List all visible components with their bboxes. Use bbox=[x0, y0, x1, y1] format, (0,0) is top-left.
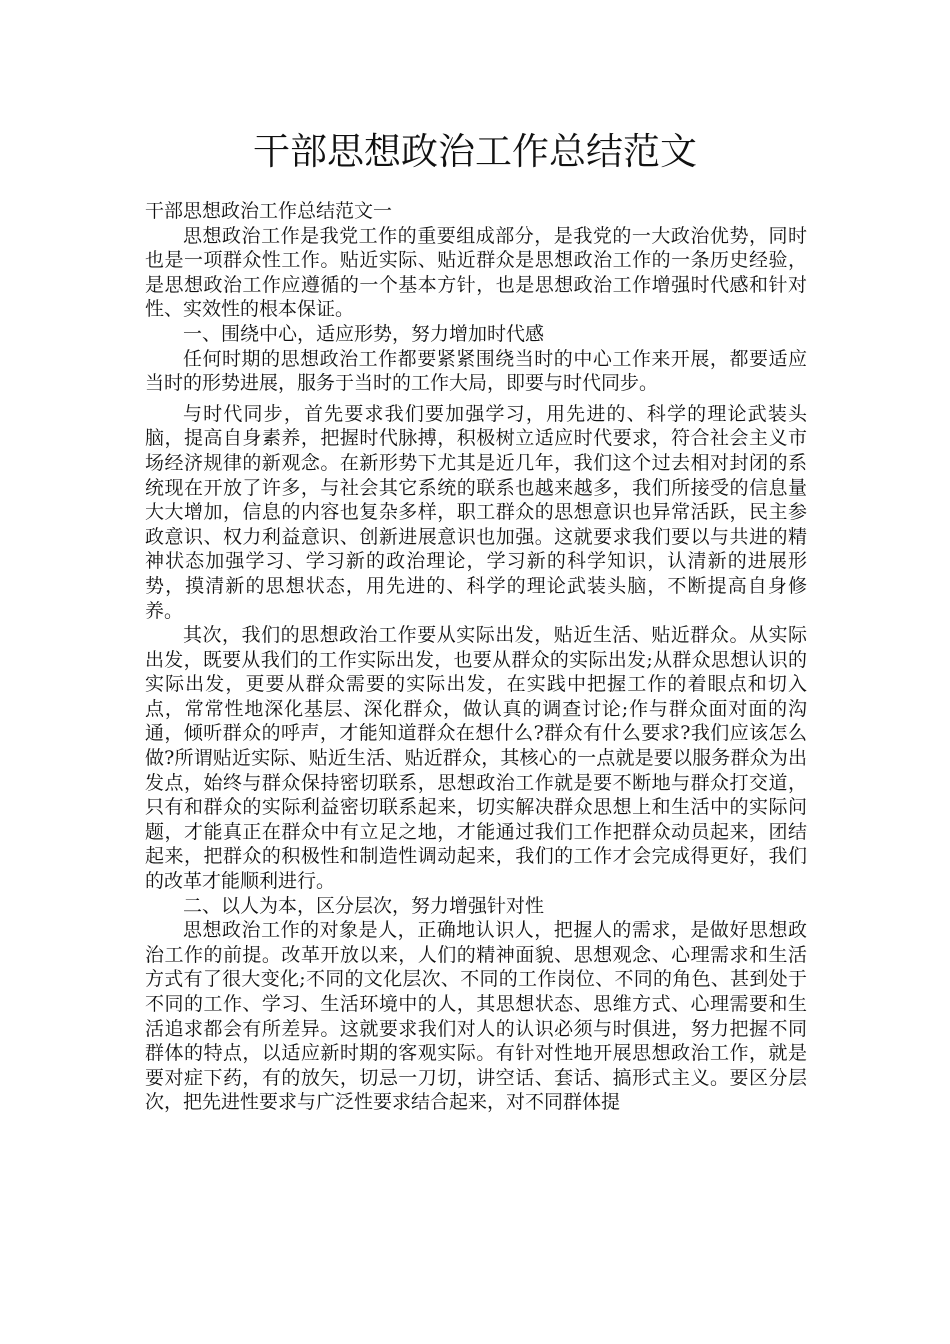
section-heading: 二、以人为本，区分层次，努力增强针对性 bbox=[183, 894, 545, 917]
paragraph: 思想政治工作是我党工作的重要组成部分，是我党的一大政治优势，同时也是一项群众性工作。贴近实际、贴近群众是思想政治工作的一条历史经验，是思想政治工作应遵循的一个基本方针，也是思想政治工作增强时代感和针对性、实效性的根本保证。 bbox=[145, 224, 807, 321]
paragraph: 任何时期的思想政治工作都要紧紧围绕当时的中心工作来开展，都要适应当时的形势进展，服务于当时的工作大局，即要与时代同步。 bbox=[145, 347, 807, 395]
paragraph: 其次，我们的思想政治工作要从实际出发，贴近生活、贴近群众。从实际出发，既要从我们的工作实际出发，也要从群众的实际出发;从群众思想认识的实际出发，更要从群众需要的实际出发，在实践中把握工作的着眼点和切入点，常常性地深化基层、深化群众，做认真的调查讨论;作与群众面对面的沟通，倾听群众的呼声，才能知道群众在想什么?群众有什么要求?我们应该怎么做?所谓贴近实际、贴近生活、贴近群众，其核心的一点就是要以服务群众为出发点，始终与群众保持密切联系，思想政治工作就是要不断地与群众打交道，只有和群众的实际利益密切联系起来，切实解决群众思想上和生活中的实际问题，才能真正在群众中有立足之地，才能通过我们工作把群众动员起来，团结起来，把群众的积极性和制造性调动起来，我们的工作才会完成得更好，我们的改革才能顺利进行。 bbox=[145, 624, 807, 893]
paragraph: 与时代同步，首先要求我们要加强学习，用先进的、科学的理论武装头脑，提高自身素养，把握时代脉搏，积极树立适应时代要求，符合社会主义市场经济规律的新观念。在新形势下尤其是近几年，我们这个过去相对封闭的系统现在开放了许多，与社会其它系统的联系也越来越多，我们所接受的信息量大大增加，信息的内容也复杂多样，职工群众的思想意识也异常活跃，民主参政意识、权力利益意识、创新进展意识也加强。这就要求我们要以与共进的精神状态加强学习、学习新的政治理论，学习新的科学知识，认清新的进展形势，摸清新的思想状态，用先进的、科学的理论武装头脑，不断提高自身修养。 bbox=[145, 402, 807, 622]
document-title: 干部思想政治工作总结范文 bbox=[253, 130, 697, 173]
document-body bbox=[145, 199, 807, 1115]
document-subtitle: 干部思想政治工作总结范文一 bbox=[145, 200, 393, 222]
section-heading: 一、围绕中心，适应形势，努力增加时代感 bbox=[183, 322, 545, 345]
paragraph: 思想政治工作的对象是人，正确地认识人，把握人的需求，是做好思想政治工作的前提。改革开放以来，人们的精神面貌、思想观念、心理需求和生活方式有了很大变化;不同的文化层次、不同的工作岗位、不同的角色、甚到处于不同的工作、学习、生活环境中的人，其思想状态、思维方式、心理需要和生活追求都会有所差异。这就要求我们对人的认识必须与时俱进，努力把握不同群体的特点，以适应新时期的客观实际。有针对性地开展思想政治工作，就是要对症下药，有的放矢，切忌一刀切，讲空话、套话、搞形式主义。要区分层次，把先进性要求与广泛性要求结合起来，对不同群体提 bbox=[145, 919, 807, 1114]
